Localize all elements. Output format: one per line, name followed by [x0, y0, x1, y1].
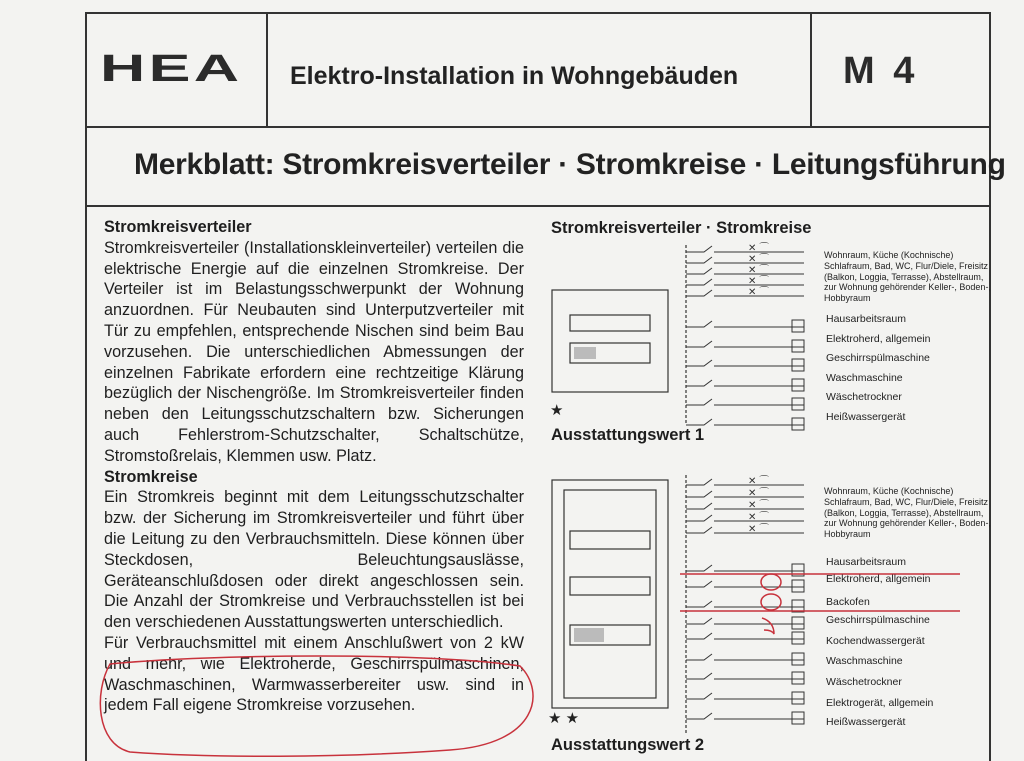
fixture-symbol: ✕ ⌒ [748, 500, 770, 511]
outlet-symbol [792, 580, 804, 592]
outlet-symbol [792, 617, 804, 629]
heading-divider [85, 205, 991, 207]
circuit-label: Geschirrspülmaschine [826, 352, 930, 364]
circuit-line [686, 673, 804, 679]
group-circuit-line [686, 279, 804, 285]
outlet-symbol [792, 379, 804, 391]
circuit-line [686, 321, 804, 327]
circuit-line [686, 399, 804, 405]
group-circuit-line [686, 527, 804, 533]
circuit-label: Wäschetrockner [826, 676, 902, 688]
section-body-stromkreise-note: Für Verbrauchsmittel mit einem Anschlußwert von 2 kW und mehr, wie Elektroherde, Geschirrspülmaschinen, Waschmaschinen, Warmwasserbereiter usw. sind in jedem Fall eigene Stromkreise vorzusehen. [104, 633, 524, 715]
frame-left [85, 12, 87, 761]
annotation-circle [761, 594, 781, 610]
circuit-line [686, 654, 804, 660]
circuit-label: Wäschetrockner [826, 391, 902, 403]
circuit-label: Hausarbeitsraum [826, 313, 906, 325]
circuit-line [686, 419, 804, 425]
frame-top [85, 12, 991, 14]
section-body-stromkreisverteiler: Stromkreisverteiler (Installationskleinverteiler) verteilen die elektrische Energie auf die einzelnen Stromkreise. Der Verteiler ist im Belastungsschwerpunkt der Wohnung anzuordnen. Für Neubauten sind Unterputzverteiler mit Tür zu empfehlen, entsprechende Nischen sind beim Bau vorzusehen. Die unterschiedlichen Abmessungen der einzelnen Fabrikate erfordern eine rechtzeitige Klärung bezüglich der Nischengröße. Im Stromkreisverteiler finden neben den Leitungsschutzschaltern bzw. Sicherungen auch Fehlerstrom-Schutzschalter, Schaltschütze, Stromstoßrelais, Klemmen usw. Platz. [104, 238, 524, 465]
annotation-circle [761, 574, 781, 590]
circuit-label: Waschmaschine [826, 655, 903, 667]
fixture-symbol: ✕ ⌒ [748, 265, 770, 276]
circuit-label: Geschirrspülmaschine [826, 614, 930, 626]
circuit-label: Backofen [826, 596, 870, 608]
outlet-symbol [792, 398, 804, 410]
circuit-label: Elektroherd, allgemein [826, 333, 931, 345]
circuit-line [686, 601, 804, 607]
code-cell-divider [810, 12, 812, 128]
room-group-description-2: Wohnraum, Küche (Kochnische) Schlafraum, Bad, WC, Flur/Diele, Freisitz (Balkon, Loggia, Terrasse), Abstellraum, zur Wohnung gehörender Keller-, Boden-, Hobbyraum [824, 486, 991, 540]
page-title: Elektro-Installation in Wohngebäuden [290, 62, 739, 90]
group-circuit-line [686, 503, 804, 509]
circuit-label: Heißwassergerät [826, 411, 906, 423]
sheet-heading: Merkblatt: Stromkreisverteiler · Stromkreise · Leitungsführung [134, 148, 1006, 181]
annotation-stroke [762, 618, 774, 634]
outlet-symbol [792, 340, 804, 352]
circuit-label: Elektroherd, allgemein [826, 573, 931, 585]
circuit-label: Heißwassergerät [826, 716, 906, 728]
outlet-symbol [792, 672, 804, 684]
outlet-symbol [792, 653, 804, 665]
circuit-line [686, 713, 804, 719]
level-2-label: Ausstattungswert 2 [551, 736, 705, 754]
circuit-line [686, 633, 804, 639]
left-column [104, 217, 524, 716]
group-circuit-line [686, 515, 804, 521]
outlet-symbol [792, 692, 804, 704]
diagram-title: Stromkreisverteiler · Stromkreise [551, 219, 812, 237]
fixture-symbol: ✕ ⌒ [748, 488, 770, 499]
fixture-symbol: ✕ ⌒ [748, 512, 770, 523]
circuit-label: Waschmaschine [826, 372, 903, 384]
section-title-stromkreisverteiler: Stromkreisverteiler [104, 218, 252, 236]
outlet-symbol [792, 359, 804, 371]
circuit-label: Elektrogerät, allgemein [826, 697, 934, 709]
circuit-label: Hausarbeitsraum [826, 556, 906, 568]
group-circuit-line [686, 246, 804, 252]
sheet-code: M 4 [843, 50, 919, 92]
circuit-line [686, 581, 804, 587]
fixture-symbol: ✕ ⌒ [748, 254, 770, 265]
breaker-row [570, 315, 650, 331]
fixture-symbol: ✕ ⌒ [748, 524, 770, 535]
level-1-stars: ★ [550, 402, 564, 419]
circuit-line [686, 565, 804, 571]
circuit-line [686, 341, 804, 347]
outlet-symbol [792, 320, 804, 332]
group-circuit-line [686, 290, 804, 296]
level-1-label: Ausstattungswert 1 [551, 426, 705, 444]
outlet-symbol [792, 418, 804, 430]
circuit-line [686, 618, 804, 624]
circuit-line [686, 360, 804, 366]
breaker-row [570, 531, 650, 549]
handwritten-annotation [90, 652, 546, 761]
group-circuit-line [686, 479, 804, 485]
outlet-symbol [792, 600, 804, 612]
hea-logo: HEA [100, 48, 243, 90]
fixture-symbol: ✕ ⌒ [748, 243, 770, 254]
outlet-symbol [792, 632, 804, 644]
group-circuit-line [686, 491, 804, 497]
room-group-description-1: Wohnraum, Küche (Kochnische) Schlafraum, Bad, WC, Flur/Diele, Freisitz (Balkon, Loggia, Terrasse), Abstellraum, zur Wohnung gehörender Keller-, Boden-, Hobbyraum [824, 250, 991, 304]
level-2-stars: ★ ★ [548, 710, 580, 727]
circuit-line [686, 693, 804, 699]
group-circuit-line [686, 257, 804, 263]
section-title-stromkreise: Stromkreise [104, 467, 198, 486]
logo-cell-divider [266, 12, 268, 128]
fixture-symbol: ✕ ⌒ [748, 476, 770, 487]
fixture-symbol: ✕ ⌒ [748, 287, 770, 298]
section-body-stromkreise: Ein Stromkreis beginnt mit dem Leitungsschutzschalter bzw. der Sicherung im Stromkreisverteiler und führt über die Leitung zu den Verbrauchsmitteln. Diese können über Steckdosen, Beleuchtungsauslässe, Geräteanschlußdosen oder direkt angeschlossen sein. Die Anzahl der Stromkreise und Verbrauchsstellen ist bei den verschiedenen Ausstattungswerten unterschiedlich. [104, 488, 524, 632]
circuit-line [686, 380, 804, 386]
distribution-board-1 [552, 290, 668, 392]
fixture-symbol: ✕ ⌒ [748, 276, 770, 287]
outlet-symbol [792, 712, 804, 724]
breaker-row [570, 577, 650, 595]
group-circuit-line [686, 268, 804, 274]
circuit-label: Kochendwassergerät [826, 635, 925, 647]
header-divider [85, 126, 991, 128]
